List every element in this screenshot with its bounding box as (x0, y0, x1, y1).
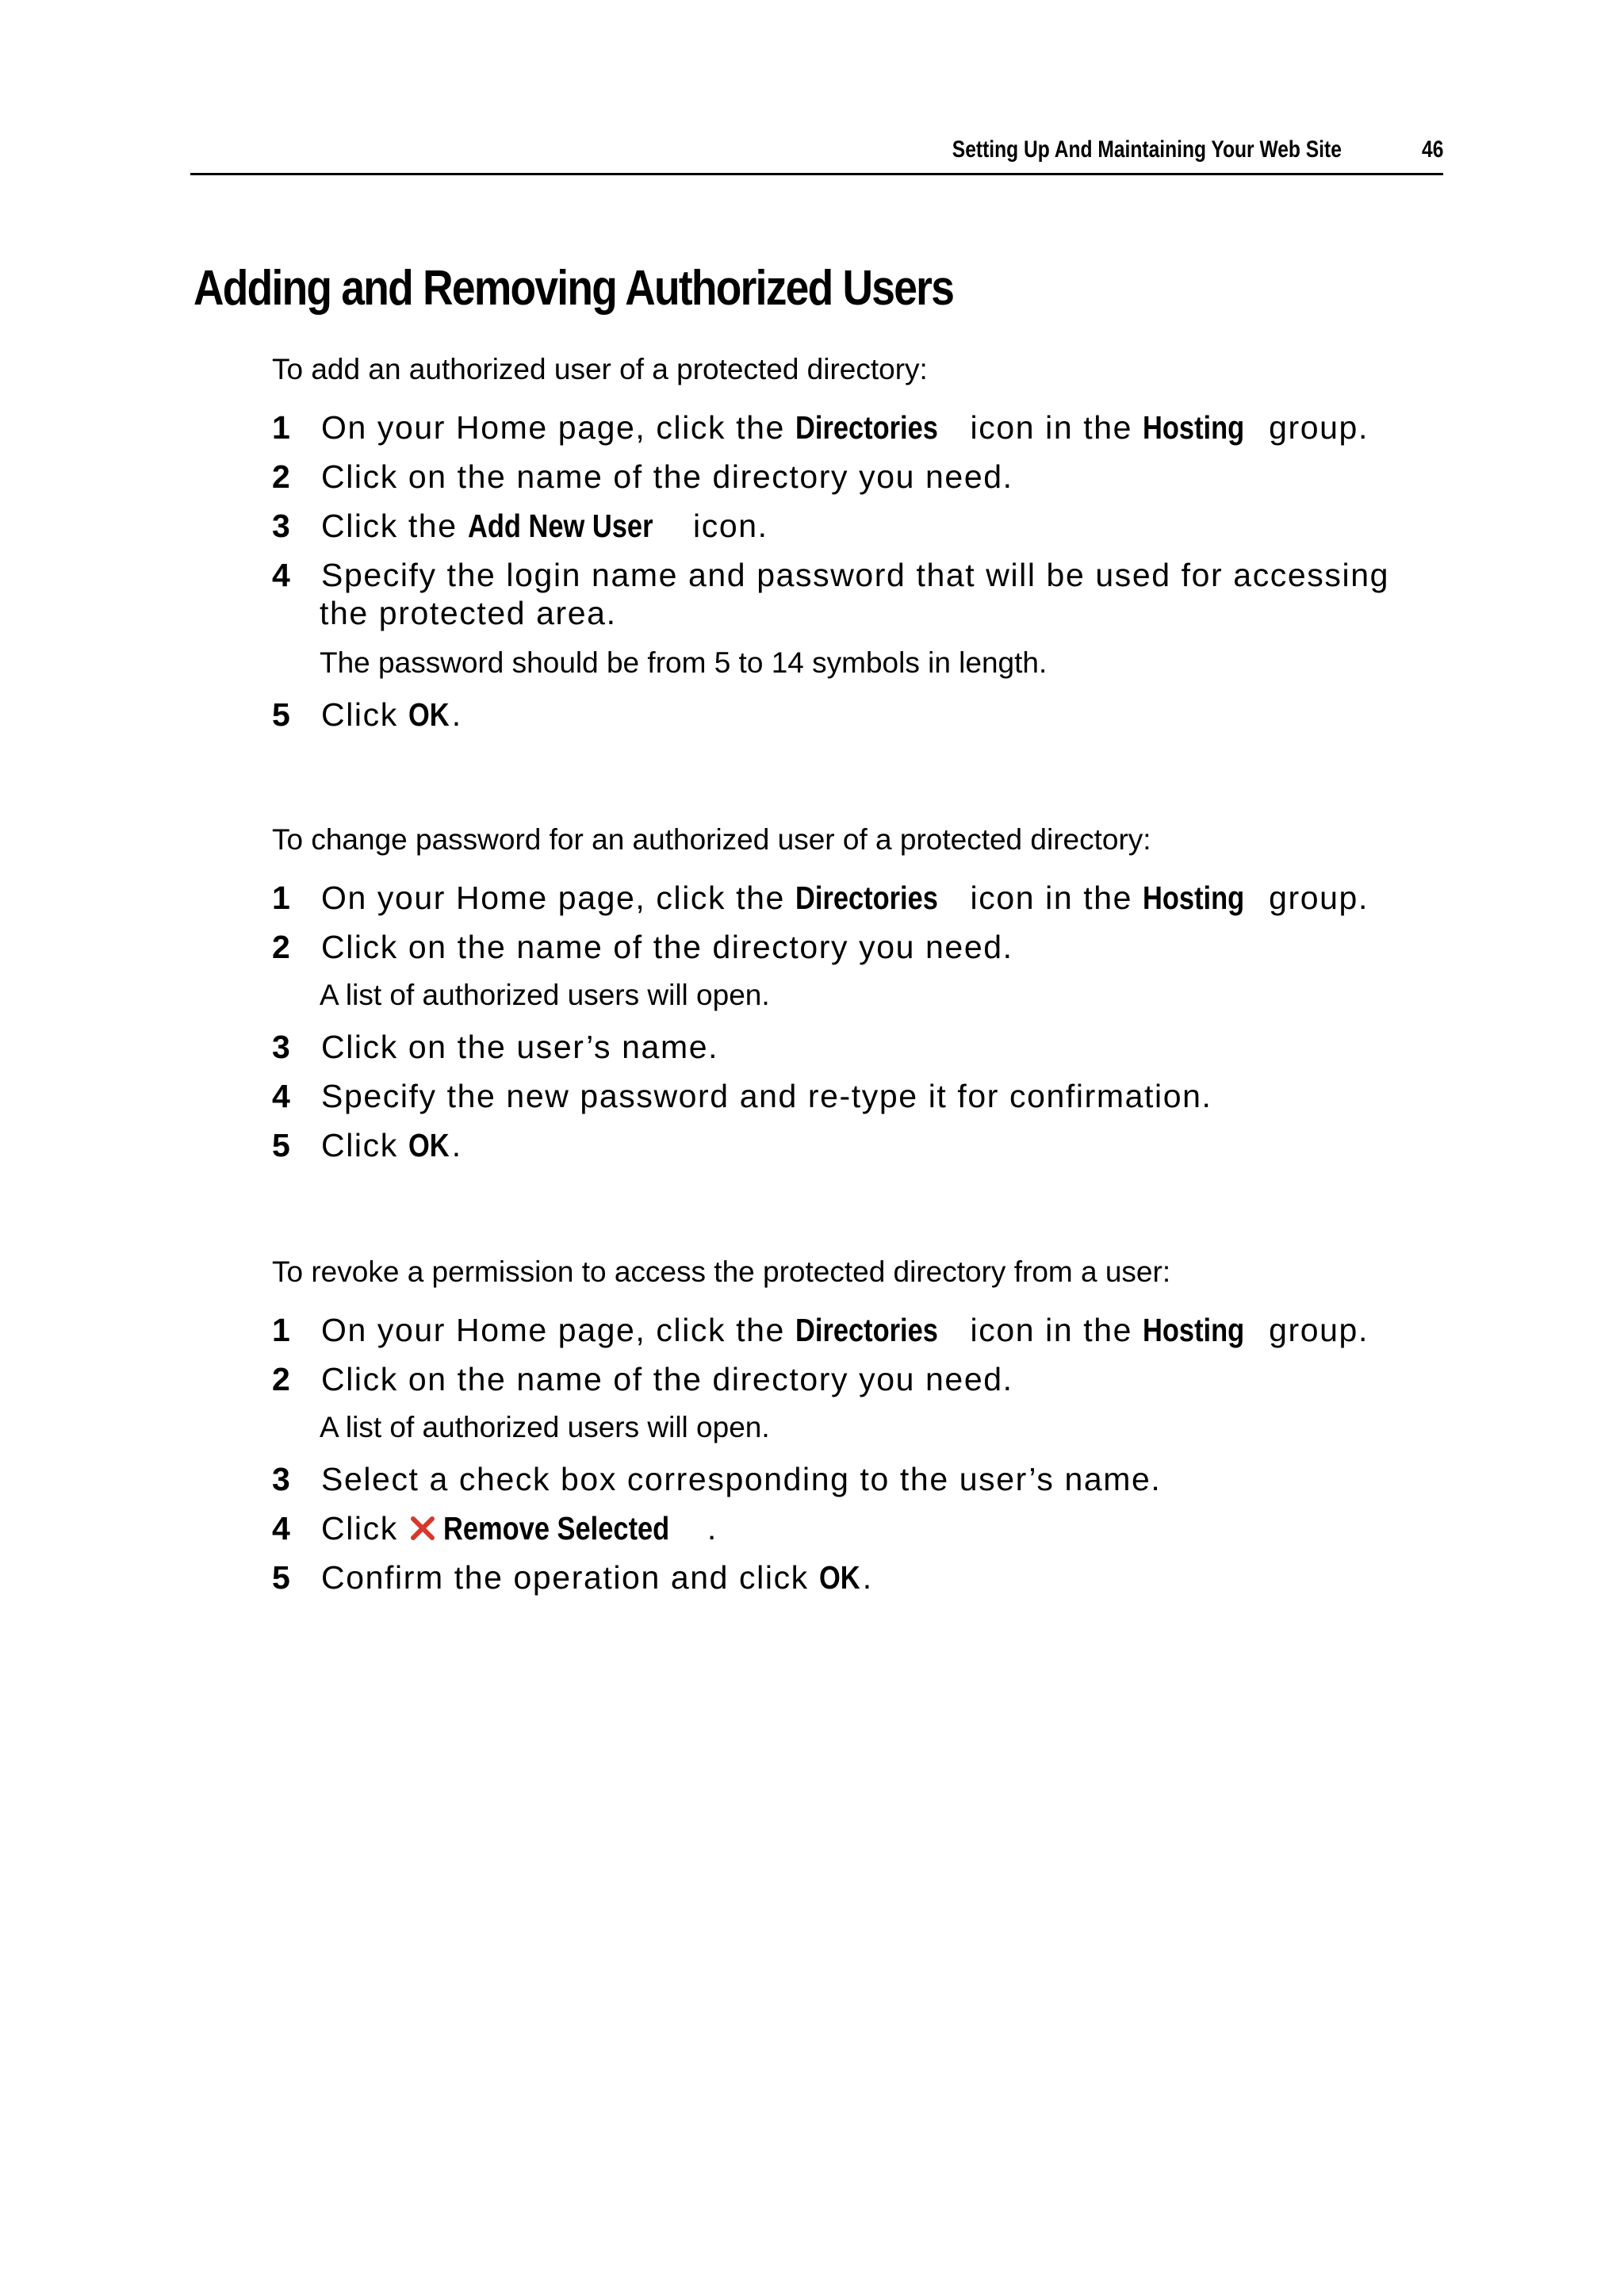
ui-term-directories: Directories (795, 880, 938, 916)
step-text: Select a check box corresponding to the user’s name. (321, 1461, 1162, 1497)
ui-term-ok: OK (818, 1559, 860, 1596)
step-number: 1 (272, 1312, 290, 1348)
step-number: 3 (272, 1029, 290, 1065)
step-text: Click OK. (321, 1127, 462, 1163)
step-number: 3 (272, 1461, 290, 1497)
step-number: 5 (272, 696, 290, 733)
step-text: Specify the login name and password that will be used for accessing (321, 557, 1390, 593)
ui-term-hosting: Hosting (1143, 409, 1245, 446)
section-add-user (272, 352, 1493, 733)
section-change-password (272, 822, 1493, 1163)
step-note: A list of authorized users will open. (320, 1411, 770, 1443)
section-intro: To add an authorized user of a protected directory: (272, 353, 928, 385)
step-text: Confirm the operation and click OK. (321, 1559, 873, 1596)
step-note: A list of authorized users will open. (320, 979, 770, 1011)
step-number: 1 (272, 880, 290, 916)
ui-term-ok: OK (408, 1127, 450, 1163)
header-title: Setting Up And Maintaining Your Web Site (952, 136, 1342, 163)
section-revoke-permission (272, 1255, 1493, 1596)
step-text: Click OK. (321, 696, 462, 733)
ui-term-remove-selected: Remove Selected (442, 1510, 670, 1547)
step-text: Click the Add New User icon. (321, 508, 768, 544)
step-text: Click on the user’s name. (321, 1029, 719, 1065)
step-text: Specify the new password and re-type it for confirmation. (321, 1078, 1212, 1114)
step-number: 4 (272, 1078, 290, 1114)
step-text: Click on the name of the directory you need. (321, 458, 1013, 495)
step-text: On your Home page, click the Directories icon in the Hosting group. (321, 409, 1369, 446)
step-number: 2 (272, 458, 290, 495)
step-continuation: the protected area. (320, 595, 617, 631)
ui-term-ok: OK (408, 696, 450, 733)
step-number: 5 (272, 1559, 290, 1596)
page-number: 46 (1421, 136, 1443, 163)
running-header (190, 132, 1443, 175)
step-note: The password should be from 5 to 14 symbols in length. (320, 646, 1048, 679)
step-text: On your Home page, click the Directories icon in the Hosting group. (321, 1312, 1369, 1348)
step-number: 2 (272, 929, 290, 965)
step-number: 4 (272, 557, 290, 593)
step-number: 1 (272, 409, 290, 446)
step-text: Click on the name of the directory you need. (321, 929, 1013, 965)
ui-term-hosting: Hosting (1143, 880, 1245, 916)
step-number: 3 (272, 508, 290, 544)
step-text: Click on the name of the directory you need. (321, 1361, 1013, 1397)
step-number: 4 (272, 1510, 290, 1547)
step-number: 5 (272, 1127, 290, 1163)
step-text: On your Home page, click the Directories icon in the Hosting group. (321, 880, 1369, 916)
remove-x-icon (408, 1514, 437, 1543)
ui-term-directories: Directories (795, 1312, 938, 1348)
step-text: Click Remove Selected . (321, 1510, 718, 1547)
ui-term-directories: Directories (795, 409, 938, 446)
section-intro: To change password for an authorized user of a protected directory: (272, 823, 1151, 856)
page-title: Adding and Removing Authorized Users (193, 261, 954, 316)
step-number: 2 (272, 1361, 290, 1397)
ui-term-hosting: Hosting (1143, 1312, 1245, 1348)
ui-term-add-new-user: Add New User (467, 508, 653, 544)
section-intro: To revoke a permission to access the protected directory from a user: (272, 1255, 1171, 1288)
